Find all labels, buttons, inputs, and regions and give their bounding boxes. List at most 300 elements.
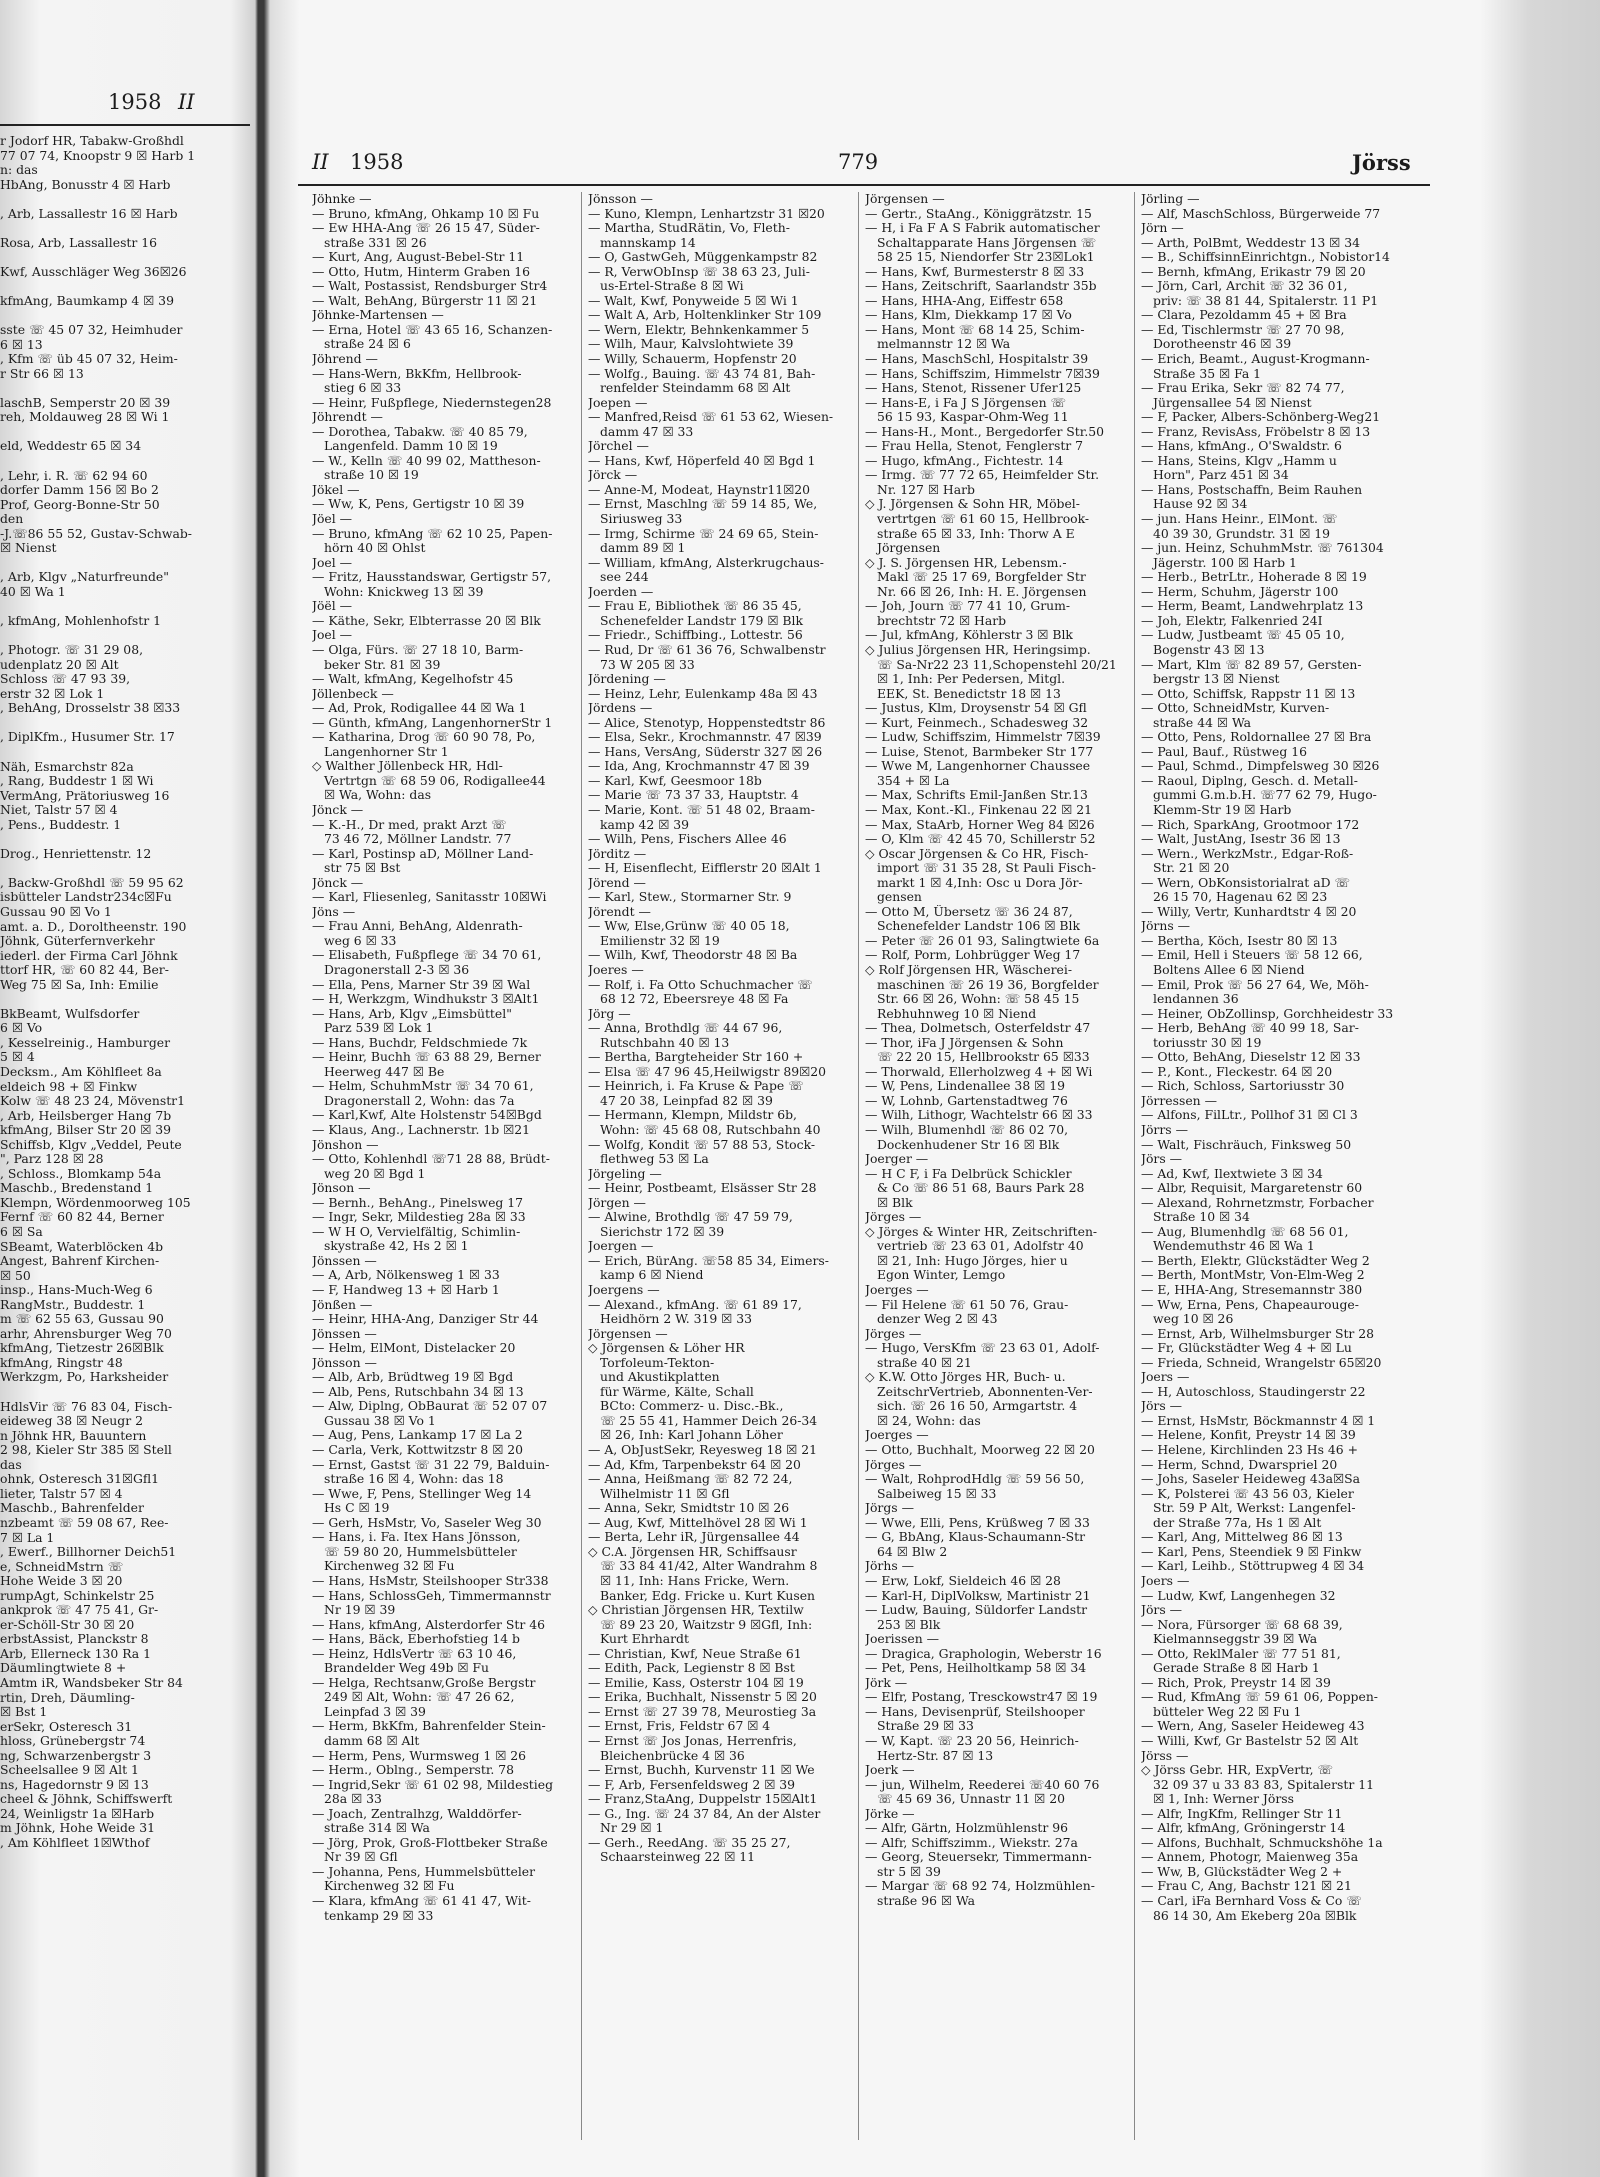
directory-line: — Berta, Lehr iR, Jürgensallee 44 [588,1530,800,1545]
directory-line: — Bruno, kfmAng, Ohkamp 10 ☒ Fu [312,206,540,221]
directory-line: — Hans, Schiffszim, Himmelstr 7☒39 [865,366,1100,381]
directory-line: laschB, Semperstr 20 ☒ 39 [0,395,171,410]
directory-line: — Alfr, IngKfm, Rellinger Str 11 [1141,1806,1343,1821]
directory-line: 6 ☒ Vo [0,1021,43,1036]
directory-line: — Carla, Verk, Kottwitzstr 8 ☒ 20 [312,1443,524,1458]
directory-line: , Kfm ☏ üb 45 07 32, Heim- [0,352,178,367]
directory-line [0,381,238,396]
directory-line: — Erw, Lokf, Sieldeich 46 ☒ 28 [865,1573,1061,1588]
directory-line: — Joach, Zentralhzg, Walddörfer- [312,1806,522,1821]
directory-line: hörn 40 ☒ Ohlst [324,541,426,556]
directory-line: Jörn — [1141,221,1184,236]
directory-line: Jönck — [312,875,364,890]
year-label: 1958 [350,150,404,174]
directory-line: isbütteler Landstr234c☒Fu [0,890,172,905]
directory-line: Jöllenbeck — [312,686,394,701]
directory-line: — Alfons, Buchhalt, Schmuckshöhe 1a [1141,1835,1383,1850]
directory-line: Joerden — [588,584,654,599]
directory-line: 28a ☒ 33 [324,1792,382,1807]
directory-line: Jörges — [865,1457,922,1472]
directory-line: — Rud, KfmAng ☏ 59 61 06, Poppen- [1141,1690,1378,1705]
directory-line: — Erich, BürAng. ☏58 85 34, Eimers- [588,1253,829,1268]
directory-line: EEK, St. Benedictstr 18 ☒ 13 [877,686,1061,701]
directory-line: — Herm, BkKfm, Bahrenfelder Stein- [312,1719,546,1734]
directory-line: — Carl, iFa Bernhard Voss & Co ☏ [1141,1893,1362,1908]
directory-line: m Jöhnk, Hohe Weide 31 [0,1821,155,1836]
directory-line: — Ida, Ang, Krochmannstr 47 ☒ 39 [588,759,810,774]
directory-line: Wilhelmistr 11 ☒ Gfl [600,1486,730,1501]
directory-line: mannskamp 14 [600,235,696,250]
directory-line: Jörk — [865,1675,908,1690]
directory-line: Siriusweg 33 [600,512,683,527]
directory-line: — Hans, Zeitschrift, Saarlandstr 35b [865,279,1097,294]
directory-line: — Klara, kfmAng ☏ 61 41 47, Wit- [312,1893,531,1908]
directory-line: Schaarsteinweg 22 ☒ 11 [600,1850,756,1865]
directory-line: — Peter ☏ 26 01 93, Salingtwiete 6a [865,933,1100,948]
directory-line: ☒ Wa, Wohn: das [324,788,432,803]
directory-line: — Ww, K, Pens, Gertigstr 10 ☒ 39 [312,497,525,512]
directory-line: — Ww, B, Glückstädter Weg 2 + [1141,1864,1343,1879]
directory-line: — Joh, Journ ☏ 77 41 10, Grum- [865,599,1071,614]
directory-line: Jörhs — [865,1559,915,1574]
directory-line: — Emil, Prok ☏ 56 27 64, We, Möh- [1141,977,1369,992]
directory-line: — Dragica, Graphologin, Weberstr 16 [865,1646,1102,1661]
directory-line [0,309,238,324]
directory-line [0,1385,238,1400]
left-page-column [0,134,238,1851]
directory-line [0,192,238,207]
directory-line: maschinen ☏ 26 19 36, Borgfelder [877,977,1099,992]
directory-line: — Hugo, VersKfm ☏ 23 63 01, Adolf- [865,1341,1100,1356]
directory-line: — Ingr, Sekr, Mildestieg 28a ☒ 33 [312,1210,526,1225]
directory-line: den [0,512,24,527]
directory-line: — Ludw, Justbeamt ☏ 45 05 10, [1141,628,1345,643]
directory-line: Jöns — [312,904,356,919]
directory-line: Dockenhudener Str 16 ☒ Blk [877,1137,1060,1152]
directory-line: Prof, Georg-Bonne-Str 50 [0,497,160,512]
directory-line: — Frau E, Bibliothek ☏ 86 35 45, [588,599,802,614]
directory-line: — Otto, Buchhalt, Moorweg 22 ☒ 20 [865,1443,1095,1458]
directory-line: VermAng, Prätoriusweg 16 [0,788,170,803]
directory-line: straße 314 ☒ Wa [324,1821,430,1836]
column-divider [1134,192,1135,2140]
directory-line: Nr. 127 ☒ Harb [877,482,975,497]
directory-line: — Hans, HsMstr, Steilshooper Str338 [312,1573,549,1588]
directory-line: — Olga, Fürs. ☏ 27 18 10, Barm- [312,642,524,657]
directory-line: Jöhnke-Martensen — [312,308,444,323]
directory-line: Kwf, Ausschläger Weg 36☒26 [0,264,187,279]
directory-line: melmannstr 12 ☒ Wa [877,337,1011,352]
directory-line: Langenfeld. Damm 10 ☒ 19 [324,439,498,454]
directory-line: — Hugo, kfmAng., Fichtestr. 14 [865,453,1064,468]
directory-line: markt 1 ☒ 4,Inh: Osc u Dora Jör- [877,875,1083,890]
directory-line: — Fritz, Hausstandswar, Gertigstr 57, [312,570,552,585]
directory-line: 24, Weinligstr 1a ☒Harb [0,1806,155,1821]
directory-line: — William, kfmAng, Alsterkrugchaus- [588,555,824,570]
directory-line: — W, Kapt. ☏ 23 20 56, Heinrich- [865,1733,1079,1748]
directory-line: — Ernst, Buchh, Kurvenstr 11 ☒ We [588,1763,815,1778]
directory-line: — Elsa, Sekr., Krochmannstr. 47 ☒39 [588,730,822,745]
directory-line: — Karl, Kwf, Geesmoor 18b [588,773,762,788]
directory-line: Str. 66 ☒ 26, Wohn: ☏ 58 45 15 [877,992,1080,1007]
directory-line: — Otto, Pens, Roldornallee 27 ☒ Bra [1141,730,1372,745]
directory-line: — Kurt, Ang, August-Bebel-Str 11 [312,250,525,265]
directory-line: ns, Hagedornstr 9 ☒ 13 [0,1777,149,1792]
directory-line: — Hermann, Klempn, Mildstr 6b, [588,1108,797,1123]
directory-line: Joerges — [865,1283,929,1298]
directory-line: — jun. Heinz, SchuhmMstr. ☏ 761304 [1141,541,1384,556]
directory-line: ◇ Jörss Gebr. HR, ExpVertr, ☏ [1141,1763,1334,1778]
directory-line: — Jörg, Prok, Groß-Flottbeker Straße [312,1835,548,1850]
directory-line: vertrtgen ☏ 61 60 15, Hellbrook- [877,512,1090,527]
directory-line: — Hans, VersAng, Süderstr 327 ☒ 26 [588,744,823,759]
directory-line: — Herm, Schnd, Dwarspriel 20 [1141,1457,1338,1472]
directory-line: — K.-H., Dr med, prakt Arzt ☏ [312,817,507,832]
directory-line: Jönsson — [312,1355,377,1370]
directory-line: 77 07 74, Knoopstr 9 ☒ Harb 1 [0,148,196,163]
directory-line: Brandelder Weg 49b ☒ Fu [324,1661,489,1676]
directory-line: — Hans, kfmAng., O'Swaldstr. 6 [1141,439,1342,454]
directory-line: — Aug, Pens, Lankamp 17 ☒ La 2 [312,1428,523,1443]
directory-line: 40 ☒ Wa 1 [0,584,66,599]
directory-line: SBeamt, Waterblöcken 4b [0,1239,164,1254]
directory-line: — Johs, Saseler Heideweg 43a☒Sa [1141,1472,1361,1487]
directory-line: — Hans, Kwf, Höperfeld 40 ☒ Bgd 1 [588,453,816,468]
directory-line: — Hans, SchlossGeh, Timmermannstr [312,1588,551,1603]
directory-line: , Photogr. ☏ 31 29 08, [0,643,144,658]
directory-line: — Walt, RohprodHdlg ☏ 59 56 50, [865,1472,1085,1487]
directory-line: — Elfr, Postang, Tresckowstr47 ☒ 19 [865,1690,1098,1705]
directory-line: Jörg — [588,1006,631,1021]
directory-line: Kirchenweg 32 ☒ Fu [324,1879,455,1894]
directory-line: Jördens — [588,701,653,716]
directory-line: vertrieb ☏ 23 63 01, Adolfstr 40 [877,1239,1084,1254]
directory-line: ☏ 89 23 20, Waitzstr 9 ☒Gfl, Inh: [600,1617,813,1632]
directory-line: gummi G.m.b.H. ☏77 62 79, Hugo- [1153,788,1377,803]
directory-line: insp., Hans-Much-Weg 6 [0,1283,153,1298]
directory-line: Jörressen — [1141,1093,1217,1108]
directory-line: priv: ☏ 38 81 44, Spitalerstr. 11 P1 [1153,293,1379,308]
directory-line: — Thea, Dolmetsch, Osterfeldstr 47 [865,1021,1091,1036]
directory-line: — Karl, Pens, Steendiek 9 ☒ Finkw [1141,1544,1362,1559]
directory-line: Langenhorner Str 1 [324,744,449,759]
directory-line: RangMstr., Buddestr. 1 [0,1297,146,1312]
directory-line: — W, Lohnb, Gartenstadtweg 76 [865,1093,1068,1108]
directory-line: — Anne-M, Modeat, Haynstr11☒20 [588,482,811,497]
directory-line: m ☏ 62 55 63, Gussau 90 [0,1312,164,1327]
directory-line: — Walt, JustAng, Isestr 36 ☒ 13 [1141,832,1341,847]
directory-line: 56 15 93, Kaspar-Ohm-Weg 11 [877,410,1069,425]
directory-line: — Helm, ElMont, Distelacker 20 [312,1341,516,1356]
directory-line: — Justus, Klm, Droysenstr 54 ☒ Gfl [865,701,1087,716]
directory-line: — Frau Erika, Sekr ☏ 82 74 77, [1141,381,1345,396]
directory-line: Joerk — [865,1763,915,1778]
directory-line: Joeres — [588,962,644,977]
directory-line: Jökel — [312,482,360,497]
directory-line: — Heinr, Fußpflege, Niedernstegen28 [312,395,552,410]
directory-line: kfmAng, Ringstr 48 [0,1355,123,1370]
directory-line: — Gerh, HsMstr, Vo, Saseler Weg 30 [312,1515,542,1530]
directory-line: kfmAng, Bilser Str 20 ☒ 39 [0,1123,172,1138]
directory-line: Hohe Weide 3 ☒ 20 [0,1574,123,1589]
directory-line [0,425,238,440]
directory-line: — Johanna, Pens, Hummelsbütteler [312,1864,536,1879]
directory-line: Jörrs — [1141,1123,1188,1137]
directory-line: eldeich 98 + ☒ Finkw [0,1079,138,1094]
directory-line: 253 ☒ Blk [877,1617,941,1632]
directory-line: Joerger — [865,1152,929,1167]
directory-line: — Heinr, Buchh ☏ 63 88 29, Berner [312,1050,541,1065]
directory-line: — W., Kelln ☏ 40 99 02, Mattheson- [312,453,541,468]
directory-line: lendannen 36 [1153,992,1239,1007]
directory-line: — Jörn, Carl, Archit ☏ 32 36 01, [1141,279,1348,294]
directory-line: nzbeamt ☏ 59 08 67, Ree- [0,1515,169,1530]
directory-line: — O, GastwGeh, Müggenkampstr 82 [588,250,818,265]
directory-line: Torfoleum-Tekton- [600,1355,715,1370]
directory-line: Däumlingtwiete 8 + [0,1661,127,1676]
directory-line: — Mart, Klm ☏ 82 89 57, Gersten- [1141,657,1362,672]
directory-line: — Ad, Kfm, Tarpenbekstr 64 ☒ 20 [588,1457,801,1472]
directory-line: Joepen — [588,395,648,410]
directory-line: rumpAgt, Schinkelstr 25 [0,1588,155,1603]
directory-line: — Edith, Pack, Legienstr 8 ☒ Bst [588,1661,795,1676]
directory-line: Wohn: Knickweg 13 ☒ 39 [324,584,484,599]
directory-line: Jöël — [312,599,353,614]
directory-line: — Käthe, Sekr, Elbterrasse 20 ☒ Blk [312,613,541,628]
left-page-number: 1958 [108,90,162,114]
directory-line: damm 68 ☒ Alt [324,1733,420,1748]
directory-line: Näh, Esmarchstr 82a [0,759,134,774]
directory-line: — Rud, Dr ☏ 61 36 76, Schwalbenstr [588,642,826,657]
directory-line: Jönck — [312,802,364,817]
directory-line: ohnk, Osteresch 31☒Gfl1 [0,1472,160,1487]
directory-line: Jönssen — [312,1326,377,1341]
directory-line: Schloss ☏ 47 93 39, [0,672,131,687]
directory-line: — Thor, iFa J Jörgensen & Sohn [865,1035,1064,1050]
directory-line: Nr 39 ☒ Gfl [324,1850,398,1865]
directory-line: kfmAng, Tietzestr 26☒Blk [0,1341,164,1356]
directory-line: — jun. Hans Heinr., ElMont. ☏ [1141,512,1338,527]
directory-line: , Ewerf., Billhorner Deich51 [0,1545,177,1560]
directory-line: — Karl-H, DiplVolksw, Martinistr 21 [865,1588,1091,1603]
directory-line: Kielmannseggstr 39 ☒ Wa [1153,1632,1318,1647]
directory-line: — Ludw, Kwf, Langenhegen 32 [1141,1588,1336,1603]
directory-line: us-Ertel-Straße 8 ☒ Wi [600,279,744,294]
directory-line: ☒ 1, Inh: Per Pedersen, Mitgl. [877,672,1066,687]
directory-line: Werkzgm, Po, Harksheider [0,1370,169,1385]
directory-line: — Luise, Stenot, Barmbeker Str 177 [865,744,1094,759]
directory-line: Joers — [1141,1370,1190,1385]
directory-line: — Frau Anni, BehAng, Aldenrath- [312,919,523,934]
directory-line: — Fil Helene ☏ 61 50 76, Grau- [865,1297,1069,1312]
directory-line: — Arth, PolBmt, Weddestr 13 ☒ 34 [1141,235,1360,250]
directory-line: , Schloss., Blomkamp 54a [0,1166,162,1181]
directory-line: — Ernst, Gastst ☏ 31 22 79, Balduin- [312,1457,550,1472]
directory-line: , Rang, Buddestr 1 ☒ Wi [0,774,154,789]
directory-line: — Herb., BetrLtr., Hoherade 8 ☒ 19 [1141,570,1367,585]
directory-line: — A, Arb, Nölkensweg 1 ☒ 33 [312,1268,500,1283]
directory-line: Schiffsb, Klgv „Veddel, Peute [0,1137,182,1152]
directory-line [0,250,238,265]
directory-line: Jönßen — [312,1297,373,1312]
directory-line [0,745,238,760]
directory-line: ☒ 26, Inh: Karl Johann Löher [600,1428,783,1443]
directory-line: Jörgensen [877,541,941,556]
directory-line: — A, ObJustSekr, Reyesweg 18 ☒ 21 [588,1443,817,1458]
directory-line: ", Parz 128 ☒ 28 [0,1152,104,1167]
directory-line: — Wilh, Kwf, Theodorstr 48 ☒ Ba [588,948,798,963]
directory-line: — Wilh, Lithogr, Wachtelstr 66 ☒ 33 [865,1108,1093,1123]
directory-line: weg 20 ☒ Bgd 1 [324,1166,426,1181]
directory-line: — Gerh., ReedAng. ☏ 35 25 27, [588,1835,791,1850]
directory-line: Gerade Straße 8 ☒ Harb 1 [1153,1661,1320,1676]
directory-line: — Karl,Kwf, Alte Holstenstr 54☒Bgd [312,1108,542,1123]
directory-line: — H, Autoschloss, Staudingerstr 22 [1141,1384,1366,1399]
directory-line: Jägerstr. 100 ☒ Harb 1 [1153,555,1297,570]
directory-line: — Alice, Stenotyp, Hoppenstedtstr 86 [588,715,826,730]
directory-line: 7 ☒ La 1 [0,1530,55,1545]
directory-line: — Ernst, Fris, Feldstr 67 ☒ 4 [588,1719,771,1734]
directory-line: — Hans, Klm, Diekkamp 17 ☒ Vo [865,308,1072,323]
directory-line: Banker, Edg. Fricke u. Kurt Kusen [600,1588,816,1603]
directory-line: — Marie ☏ 73 37 33, Hauptstr. 4 [588,788,799,803]
directory-line: für Wärme, Kälte, Schall [600,1384,754,1399]
directory-line: Nr 19 ☒ 39 [324,1603,396,1618]
volume-label: II [312,150,329,174]
directory-line: Kirchenweg 32 ☒ Fu [324,1559,455,1574]
directory-line: 73 W 205 ☒ 33 [600,657,695,672]
directory-line: — Otto, ReklMaler ☏ 77 51 81, [1141,1646,1341,1661]
directory-line: straße 65 ☒ 33, Inh: Thorw A E [877,526,1075,541]
directory-line: — Heiner, ObZollinsp, Gorchheidestr 33 [1141,1006,1394,1021]
directory-line: straße 96 ☒ Wa [877,1893,975,1908]
directory-line: — Hans, Steins, Klgv „Hamm u [1141,453,1337,468]
directory-line: flethweg 53 ☒ La [600,1152,709,1167]
directory-line: — Kurt, Feinmech., Schadesweg 32 [865,715,1089,730]
directory-line: ☏ 22 20 15, Hellbrookstr 65 ☒33 [877,1050,1090,1065]
directory-line: ☒ Nienst [0,541,57,556]
directory-line: — Elsa ☏ 47 96 45,Heilwigstr 89☒20 [588,1064,826,1079]
directory-line: Jörs — [1141,1603,1183,1618]
directory-line: ☏ 25 55 41, Hammer Deich 26-34 [600,1413,818,1428]
directory-line: Jörditz — [588,846,647,861]
directory-line: — Heinr, HHA-Ang, Danziger Str 44 [312,1312,539,1327]
directory-line: Straße 10 ☒ 34 [1153,1210,1250,1225]
directory-line: Makl ☏ 25 17 69, Borgfelder Str [877,570,1086,585]
directory-line: — E, HHA-Ang, Stresemannstr 380 [1141,1283,1363,1298]
directory-line: Drog., Henriettenstr. 12 [0,846,152,861]
directory-line: — Wolfg, Kondit ☏ 57 88 53, Stock- [588,1137,816,1152]
directory-line: Parz 539 ☒ Lok 1 [324,1021,434,1036]
directory-line: — Otto, BehAng, Dieselstr 12 ☒ 33 [1141,1050,1361,1065]
directory-line: damm 89 ☒ 1 [600,541,686,556]
directory-line: — Alwine, Brothdlg ☏ 47 59 79, [588,1210,793,1225]
directory-line: — Wwe, F, Pens, Stellinger Weg 14 [312,1486,532,1501]
directory-line: — Hans-E, i Fa J S Jörgensen ☏ [865,395,1066,410]
directory-line: — Karl, Leihb., Stöttrupweg 4 ☒ 34 [1141,1559,1365,1574]
directory-line: — Hans, Kwf, Burmesterstr 8 ☒ 33 [865,264,1085,279]
directory-line: 58 25 15, Niendorfer Str 23☒Lok1 [877,250,1095,265]
directory-line: — Karl, Ang, Mittelweg 86 ☒ 13 [1141,1530,1343,1545]
directory-line: — Ernst, Maschlng ☏ 59 14 85, We, [588,497,818,512]
directory-line: ☒ 24, Wohn: das [877,1413,981,1428]
directory-line: Jöhrend — [312,352,378,367]
directory-line: — Max, Kont.-Kl., Finkenau 22 ☒ 21 [865,802,1092,817]
directory-line: — Ad, Kwf, Ilextwiete 3 ☒ 34 [1141,1166,1323,1181]
directory-line: r Jodorf HR, Tabakw-Großhdl [0,134,184,148]
directory-line: — H C F, i Fa Delbrück Schickler [865,1166,1072,1181]
directory-line: 64 ☒ Blw 2 [877,1544,948,1559]
directory-line: Nr. 66 ☒ 26, Inh: H. E. Jörgensen [877,584,1087,599]
directory-line: — Irmg. ☏ 77 72 65, Heimfelder Str. [865,468,1100,483]
directory-line: Wendemuthstr 46 ☒ Wa 1 [1153,1239,1315,1254]
directory-line: iederl. der Firma Carl Jöhnk [0,948,178,963]
directory-line: — Hans, i. Fa. Itex Hans Jönsson, [312,1530,521,1545]
directory-line: Klemm-Str 19 ☒ Harb [1153,802,1292,817]
directory-line: — Alfr, kfmAng, Gröningerstr 14 [1141,1821,1346,1836]
directory-line: — G., Ing. ☏ 24 37 84, An der Alster [588,1806,821,1821]
directory-line: — Dorothea, Tabakw. ☏ 40 85 79, [312,424,528,439]
directory-line: cheel & Jöhnk, Schiffswerft [0,1792,173,1807]
directory-line: — Marie, Kont. ☏ 51 48 02, Braam- [588,802,815,817]
directory-line: Emilienstr 32 ☒ 19 [600,933,720,948]
directory-line: 86 14 30, Am Ekeberg 20a ☒Blk [1153,1908,1357,1923]
directory-line: toriusstr 30 ☒ 19 [1153,1035,1262,1050]
directory-line: — Walt, Postassist, Rendsburger Str4 [312,279,548,294]
directory-line: kamp 42 ☒ 39 [600,817,690,832]
directory-line: — Kuno, Klempn, Lenhartzstr 31 ☒20 [588,206,825,221]
directory-line: Weg 75 ☒ Sa, Inh: Emilie [0,977,159,992]
directory-line: Jöhrendt — [312,410,383,425]
directory-line: — Walt, BehAng, Bürgerstr 11 ☒ 21 [312,293,538,308]
directory-line: — Jul, kfmAng, Köhlerstr 3 ☒ Blk [865,628,1073,643]
directory-line: ◇ Julius Jörgensen HR, Heringsimp. [865,642,1091,657]
directory-line: — Berth, MontMstr, Von-Elm-Weg 2 [1141,1268,1365,1283]
directory-line: & Co ☏ 86 51 68, Baurs Park 28 [877,1181,1085,1196]
directory-line: Str. 21 ☒ 20 [1153,861,1230,876]
directory-line: Amtm iR, Wandsbeker Str 84 [0,1675,183,1690]
directory-line: -J.☏86 55 52, Gustav-Schwab- [0,526,192,541]
directory-line: Joerissen — [865,1632,940,1647]
directory-line: — Thorwald, Ellerholzweg 4 + ☒ Wi [865,1064,1093,1079]
directory-line: Schenefelder Landstr 179 ☒ Blk [600,613,803,628]
directory-line: — Pet, Pens, Heilholtkamp 58 ☒ 34 [865,1661,1087,1676]
directory-line: Hause 92 ☒ 34 [1153,497,1248,512]
directory-line: Kolw ☏ 48 23 24, Mövenstr1 [0,1094,185,1109]
directory-line: — Wolfg., Bauing. ☏ 43 74 81, Bah- [588,366,816,381]
directory-line [0,454,238,469]
header-rule [298,184,1430,186]
directory-line: — Emil, Hell i Steuers ☏ 58 12 66, [1141,948,1363,963]
directory-line: Jördening — [588,672,666,687]
directory-line: , kfmAng, Mohlenhofstr 1 [0,614,161,629]
directory-line: Joerges — [865,1428,929,1443]
directory-line: , Am Köhlfleet 1☒Wthof [0,1835,150,1850]
directory-line [0,992,238,1007]
directory-line: ☏ 33 84 41/42, Alter Wandrahm 8 [600,1559,818,1574]
directory-line: straße 16 ☒ 4, Wohn: das 18 [324,1472,504,1487]
directory-line: — Walt A, Arb, Holtenklinker Str 109 [588,308,822,323]
directory-line: Arb, Ellerneck 130 Ra 1 [0,1646,152,1661]
directory-line: — Otto, Kohlenhdl ☏71 28 88, Brüdt- [312,1152,550,1167]
directory-line [0,832,238,847]
directory-line: Jürgensallee 54 ☒ Nienst [1153,395,1312,410]
directory-line: ◇ Jörges & Winter HR, Zeitschriften- [865,1224,1098,1239]
directory-line: — Alfons, FilLtr., Pollhof 31 ☒ Cl 3 [1141,1108,1358,1123]
directory-line: — K, Polsterei ☏ 43 56 03, Kieler [1141,1486,1354,1501]
directory-line: — P., Kont., Fleckestr. 64 ☒ 20 [1141,1064,1333,1079]
directory-line: — Herb, BehAng ☏ 40 99 18, Sar- [1141,1021,1359,1036]
